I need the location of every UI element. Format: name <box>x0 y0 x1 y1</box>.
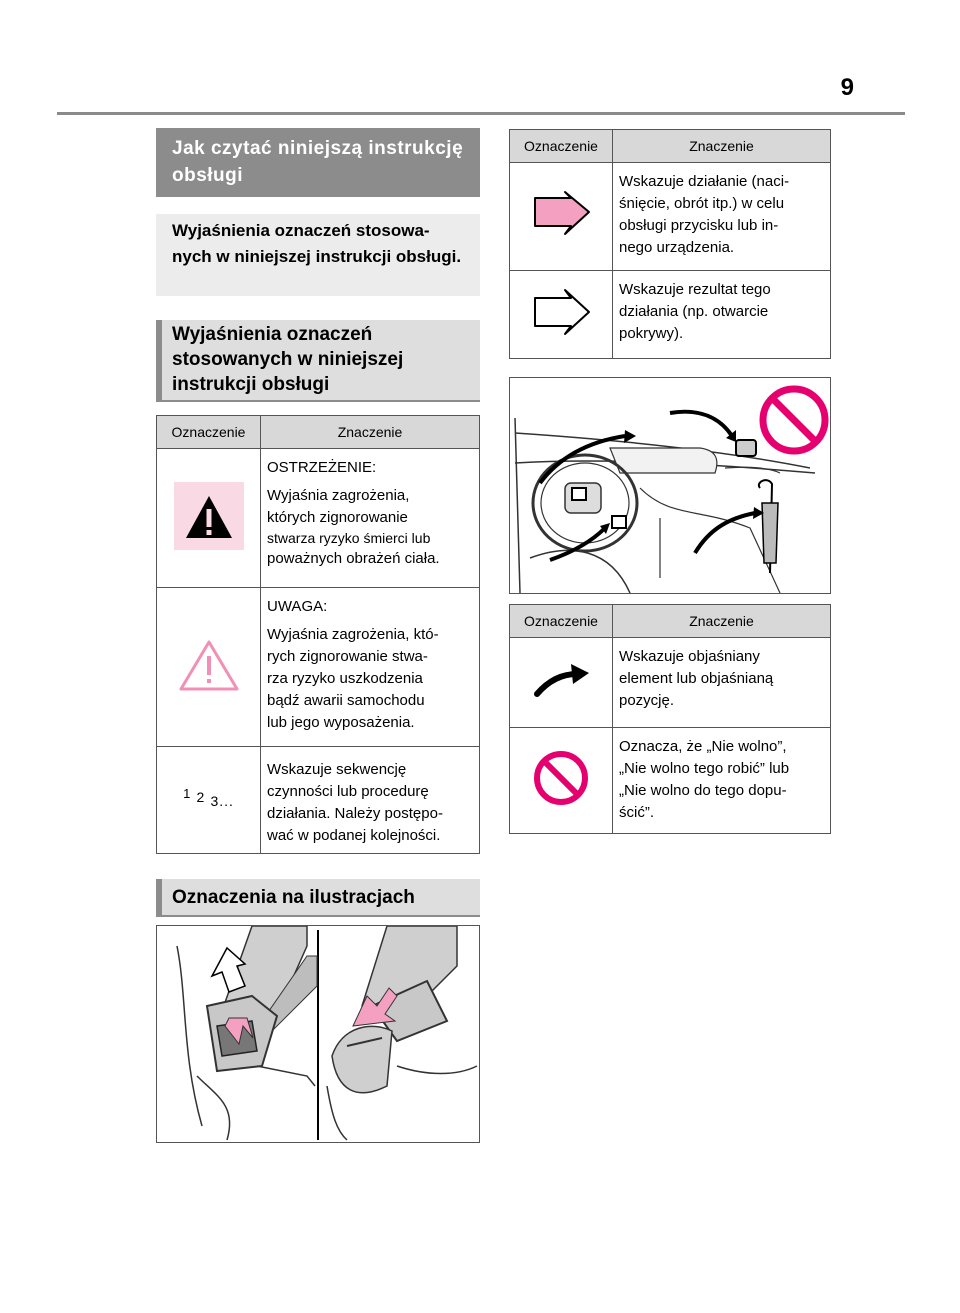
page-title: Jak czytać niniejszą instrukcję obsługi <box>156 128 480 197</box>
table-cell-text: Wskazuje objaśniany <box>619 648 760 665</box>
table-cell-text: śnięcie, obrót itp.) w celu <box>619 195 785 212</box>
intro-text: Wyjaśnienia oznaczeń stosowa-nych w niniejszej instrukcji obsługi. <box>156 214 480 296</box>
sequence-digit: 2 <box>196 789 206 805</box>
section-heading-illustrations: Oznaczenia na ilustracjach <box>156 879 480 917</box>
table-cell-text: pozycję. <box>619 692 675 709</box>
table-cell-text: „Nie wolno do tego dopu- <box>619 782 787 799</box>
table-cell-text: poważnych obrażeń ciała. <box>267 550 440 567</box>
prohibition-icon <box>531 795 591 812</box>
sequence-digit: 1 <box>183 786 192 801</box>
table-row <box>510 638 831 728</box>
table-cell-text: Wskazuje sekwencję <box>267 761 407 778</box>
caution-label: UWAGA: <box>267 598 328 615</box>
table-row <box>157 747 480 854</box>
sequence-ellipsis: ... <box>219 793 234 809</box>
table-cell-text: nego urządzenia. <box>619 239 735 256</box>
table-cell-text: czynności lub procedurę <box>267 783 429 800</box>
column-header-meaning: Znaczenie <box>613 130 831 163</box>
header-rule <box>57 112 905 115</box>
callout-arrow-icon <box>531 687 591 704</box>
table-cell-text: lub jego wyposażenia. <box>267 714 415 731</box>
seatbelt-illustration <box>156 925 480 1143</box>
table-cell-text: Wyjaśnia zagrożenia, <box>267 487 410 504</box>
table-cell-text: rza ryzyko uszkodzenia <box>267 670 423 687</box>
warning-filled-icon <box>174 482 244 550</box>
column-header-meaning: Znaczenie <box>613 605 831 638</box>
table-cell-text: działania (np. otwarcie <box>619 303 769 320</box>
column-header-symbol: Oznaczenie <box>157 416 261 449</box>
dashboard-illustration <box>509 377 831 594</box>
column-header-symbol: Oznaczenie <box>510 605 613 638</box>
table-cell-text: działania. Należy postępo- <box>267 805 443 822</box>
table-cell-text: stwarza ryzyko śmierci lub <box>267 530 431 546</box>
column-header-meaning: Znaczenie <box>261 416 480 449</box>
page-number: 9 <box>840 74 854 101</box>
table-cell-text: element lub objaśnianą <box>619 670 774 687</box>
table-cell-text: pokrywy). <box>619 325 684 342</box>
illustration-marks-table <box>509 604 831 834</box>
marks-table <box>156 415 480 854</box>
sequence-digit: 3 <box>210 793 220 809</box>
section-heading-marks: Wyjaśnienia oznaczeń stosowanych w niniejszej instrukcji obsługi <box>156 320 480 402</box>
table-cell-text: „Nie wolno tego robić” lub <box>619 760 790 777</box>
table-cell-text: obsługi przycisku lub in- <box>619 217 779 234</box>
table-cell-text: bądź awarii samochodu <box>267 692 425 709</box>
arrows-table <box>509 129 831 359</box>
outline-arrow-icon <box>529 323 593 340</box>
column-header-symbol: Oznaczenie <box>510 130 613 163</box>
warning-label: OSTRZEŻENIE: <box>267 459 377 476</box>
table-cell-text: Wskazuje działanie (naci- <box>619 173 790 190</box>
caution-outline-icon <box>177 680 241 697</box>
table-cell-text: Wskazuje rezultat tego <box>619 281 771 298</box>
pink-arrow-icon <box>529 225 593 242</box>
table-cell-text: Wyjaśnia zagrożenia, któ- <box>267 626 439 643</box>
table-cell-text: ścić”. <box>619 804 654 821</box>
table-row <box>510 163 831 271</box>
table-cell-text: wać w podanej kolejności. <box>267 827 441 844</box>
table-row <box>510 728 831 834</box>
table-row <box>157 449 480 588</box>
table-cell-text: Oznacza, że „Nie wolno”, <box>619 738 787 755</box>
table-cell-text: rych zignorowanie stwa- <box>267 648 428 665</box>
table-row <box>157 588 480 747</box>
sequence-numbers-icon <box>183 786 234 809</box>
table-row <box>510 271 831 359</box>
table-cell-text: których zignorowanie <box>267 509 408 526</box>
